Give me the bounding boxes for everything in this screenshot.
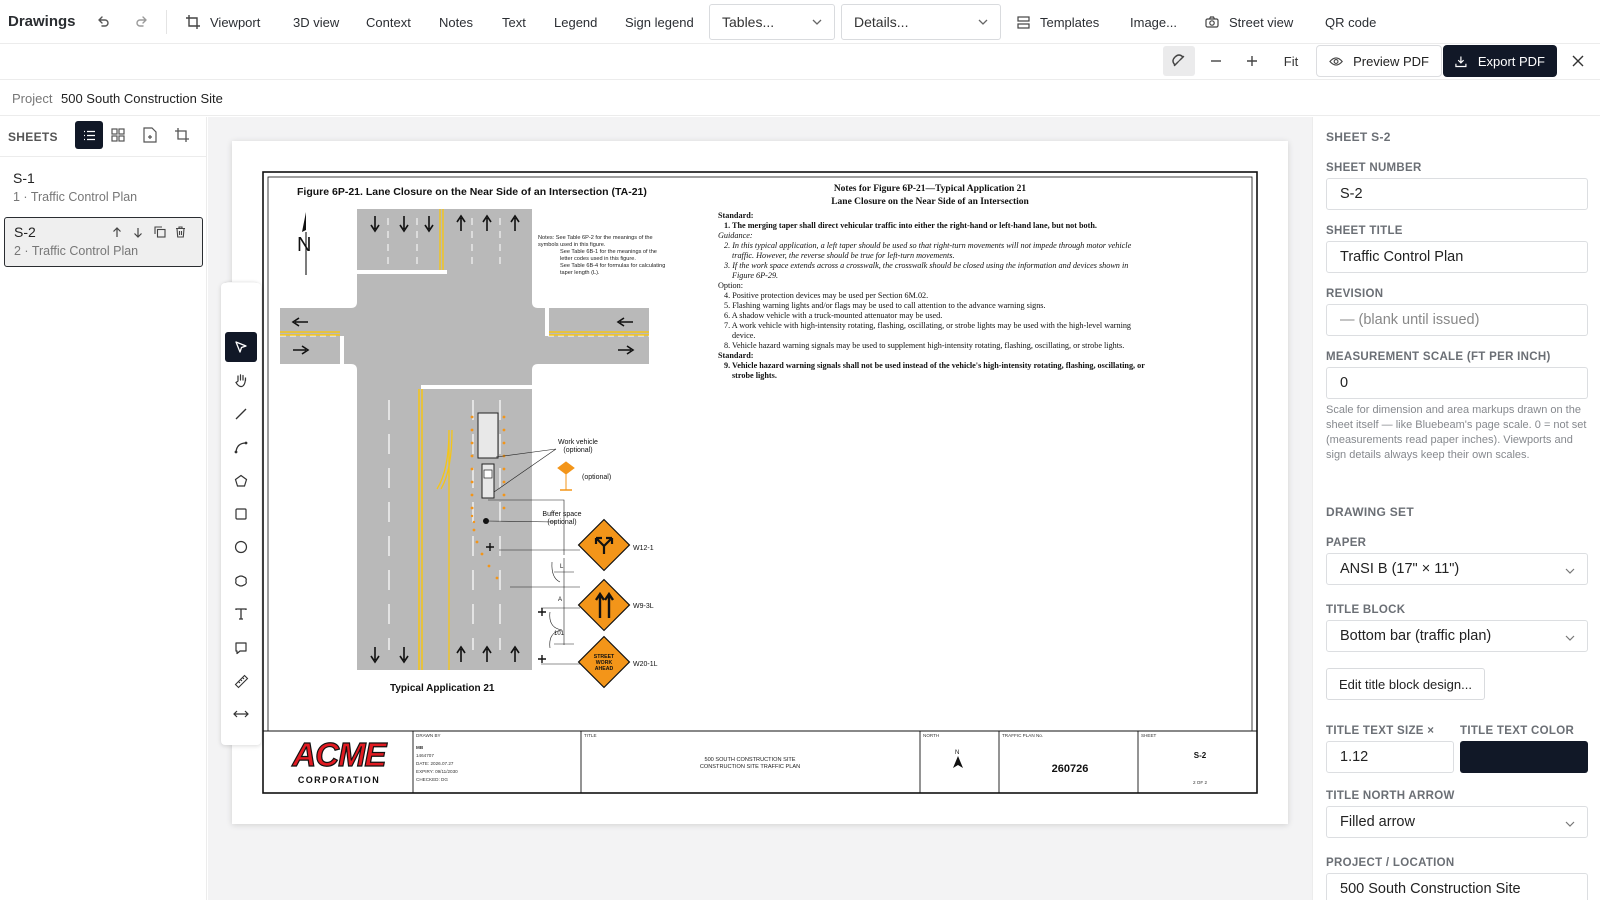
title-north-arrow-icon — [953, 756, 963, 768]
notes-section-heading: Standard: — [718, 351, 754, 360]
buffer-space-label: Buffer space (optional) — [542, 511, 582, 526]
image-label: Image... — [1130, 14, 1177, 30]
sheet-subtitle: 2 · Traffic Control Plan — [14, 244, 139, 258]
sign-text-line: WORK — [595, 660, 613, 667]
templates-label: Templates — [1040, 14, 1100, 30]
note-item: 1. The merging taper shall direct vehicular traffic into either the right-hand or left-hand lane, but not both. — [724, 221, 1097, 230]
title-north-arrow-select[interactable] — [1326, 806, 1588, 838]
pan-tool-button[interactable] — [225, 365, 257, 395]
figure-note: See Table 6B-4 for formulas for calculating taper length (L). — [560, 263, 666, 276]
notes-label: Notes — [439, 14, 473, 30]
tool-palette — [221, 283, 261, 745]
chevron-down-icon — [1565, 568, 1575, 574]
chevron-down-icon — [1565, 821, 1575, 827]
stop-bar — [340, 336, 344, 364]
note-item: 2. In this typical application, a left taper should be used so that right-turn movements will not impede through motor vehicle traffic. However, the reverse should be true for left-turn movements. — [724, 241, 1132, 260]
north-arrow-icon — [302, 212, 306, 232]
sheet-number-label: SHEET NUMBER — [1326, 162, 1422, 174]
text-tool-button[interactable] — [225, 599, 257, 629]
note-item: 9. Vehicle hazard warning signals shall not be used instead of the vehicle's high-intensity rotating, flashing, oscillating, or strobe lights. — [724, 361, 1145, 380]
panel-heading: SHEET S-2 — [1326, 130, 1391, 144]
sign-text-line: AHEAD — [594, 666, 614, 673]
notes-heading — [790, 183, 1070, 209]
export-pdf-label: Export PDF — [1477, 53, 1545, 69]
cloud-tool-button[interactable] — [225, 566, 257, 596]
note-item: 6. A shadow vehicle with a truck-mounted attenuator may be used. — [724, 311, 943, 320]
notes-title-line: Notes for Figure 6P-21—Typical Application 21 — [833, 184, 1027, 194]
scale-label: MEASUREMENT SCALE (FT PER INCH) — [1326, 351, 1551, 363]
revision-label: REVISION — [1326, 288, 1384, 300]
sheet-subtitle: 1 · Traffic Control Plan — [13, 190, 138, 204]
sign-code-w9-3l: W9-3L — [633, 603, 654, 610]
attenuator — [484, 470, 492, 478]
fit-button[interactable]: Fit — [1283, 53, 1299, 69]
preview-pdf-label: Preview PDF — [1353, 53, 1429, 69]
polygon-tool-button[interactable] — [225, 466, 257, 496]
sign-code-w20-1l: W20-1L — [633, 661, 658, 668]
figure-note: Notes: See Table 6P-2 for the meanings of the symbols used in this figure. — [538, 235, 653, 248]
pentagon-icon — [234, 474, 248, 488]
sheet-label: SHEET — [1141, 733, 1157, 738]
line-icon — [234, 407, 248, 421]
checked-by: CHECKED: DG — [416, 777, 448, 782]
notes-body — [718, 211, 1148, 381]
title-block-title — [650, 757, 850, 771]
north-label: NORTH — [923, 733, 940, 738]
hand-icon — [234, 373, 249, 388]
sheet-title-label: SHEET TITLE — [1326, 225, 1403, 237]
high-level-warning-device — [558, 462, 574, 490]
typical-application-label: Typical Application 21 — [390, 683, 495, 694]
title-label: TITLE — [584, 733, 597, 738]
app-title: Drawings — [8, 13, 76, 30]
ruler-icon — [234, 674, 249, 689]
tables-select-value: Tables... — [722, 14, 775, 30]
paper-value: ANSI B (17" × 11") — [1340, 561, 1460, 577]
viewport-label: Viewport — [210, 14, 261, 30]
title-block-label: TITLE BLOCK — [1326, 604, 1406, 616]
paper-select[interactable] — [1326, 553, 1588, 585]
expiry-date: EXPIRY: 09/11/2030 — [416, 769, 458, 774]
scale-help-text: Scale for dimension and area markups drawn on the sheet itself — like Bluebeam's page scale. 0 = not set (measurements read paper inches). Viewports and sign details always keep their own scales. — [1326, 404, 1587, 461]
note-item: 5. Flashing warning lights and/or flags may be used to call attention to the advance warning signs. — [724, 301, 1046, 310]
text-icon — [234, 607, 248, 621]
comment-tool-button[interactable] — [225, 633, 257, 663]
note-item: 8. Vehicle hazard warning signals may be used to supplement high-intensity rotating, flashing, oscillating, or strobe lights. — [724, 341, 1125, 350]
notes-title-line: Lane Closure on the Near Side of an Intersection — [831, 197, 1029, 207]
north-letter: N — [297, 234, 312, 256]
drawn-id: 1464707 — [416, 753, 434, 758]
figure-notes — [538, 235, 668, 277]
curve-tool-button[interactable] — [225, 432, 257, 462]
sheet-of: 2 OF 2 — [1192, 780, 1208, 785]
drawn-by-label: DRAWN BY — [416, 733, 441, 738]
figure-title: Figure 6P-21. Lane Closure on the Near Side of an Intersection (TA-21) — [297, 186, 647, 198]
title-text-color-label: TITLE TEXT COLOR — [1460, 725, 1575, 737]
qr-code-label: QR code — [1325, 14, 1377, 30]
figure-note: See Table 6B-1 for the meanings of the letter codes used in this figure. — [560, 249, 657, 262]
line-tool-button[interactable] — [225, 399, 257, 429]
title-line: CONSTRUCTION SITE TRAFFIC PLAN — [699, 764, 801, 770]
sign-w12-1 — [579, 520, 630, 571]
sheet-title-field[interactable]: Traffic Control Plan — [1326, 241, 1588, 273]
title-block-value: Bottom bar (traffic plan) — [1340, 628, 1492, 644]
title-sheet-number: S-2 — [1193, 751, 1207, 760]
stop-bar — [421, 385, 532, 389]
drawing-set-heading: DRAWING SET — [1326, 505, 1414, 519]
sign-w9-3l — [579, 580, 630, 631]
dimension-a-label: A — [558, 597, 563, 603]
title-text-size-field[interactable]: 1.12 — [1326, 741, 1454, 773]
notes-section-heading: Standard: — [718, 211, 754, 220]
comment-icon — [234, 641, 248, 655]
shadow-vehicle — [482, 464, 494, 498]
sheet-number-field[interactable]: S-2 — [1326, 178, 1588, 210]
legend-label: Legend — [554, 14, 598, 30]
sheet-number: S-2 — [14, 224, 36, 240]
project-location-label: PROJECT / LOCATION — [1326, 857, 1455, 869]
street-view-label: Street view — [1229, 14, 1294, 30]
sign-legend-label: Sign legend — [625, 14, 694, 30]
title-block-select[interactable] — [1326, 620, 1588, 652]
work-vehicle — [478, 413, 498, 458]
drawn-by: MB — [416, 745, 424, 750]
details-select-value: Details... — [854, 14, 909, 30]
street-work-ahead-text — [592, 654, 616, 673]
company-logo: ACME — [292, 736, 386, 773]
title-text-size-label: TITLE TEXT SIZE × — [1326, 725, 1435, 737]
dimension-l-label: L — [560, 564, 564, 570]
plan-number-label: TRAFFIC PLAN No. — [1002, 733, 1044, 738]
sign-text-line: STREET — [593, 654, 615, 660]
sign-code-w12-1: W12-1 — [633, 545, 654, 552]
cloud-icon — [234, 574, 248, 588]
note-item: 4. Positive protection devices may be used per Section 6M.02. — [724, 291, 929, 300]
project-label: Project — [12, 91, 53, 106]
drawn-date: DATE: 2026.07.27 — [416, 761, 454, 766]
sheet-properties-panel — [1312, 117, 1600, 900]
paper-label: PAPER — [1326, 537, 1367, 549]
note-item: 7. A work vehicle with high-intensity rotating, flashing, oscillating, or strobe lights may be used with the high-level warning device. — [724, 321, 1132, 340]
stop-bar — [357, 270, 447, 274]
pointer-icon — [234, 340, 248, 354]
title-text-color-swatch[interactable] — [1460, 741, 1588, 773]
title-north-arrow-label: TITLE NORTH ARROW — [1326, 790, 1455, 802]
notes-section-heading: Option: — [718, 281, 744, 290]
text-label: Text — [502, 14, 526, 30]
square-icon — [234, 507, 248, 521]
note-item: 3. If the work space extends across a crosswalk, the crosswalk should be closed using the information and devices shown in Figure 6P-29. — [724, 261, 1129, 280]
title-line: 500 SOUTH CONSTRUCTION SITE — [704, 757, 796, 763]
circle-tool-button[interactable] — [225, 532, 257, 562]
scale-field[interactable]: 0 — [1326, 367, 1588, 399]
revision-field[interactable]: — (blank until issued) — [1326, 304, 1588, 336]
circle-icon — [234, 540, 248, 554]
curve-icon — [234, 440, 248, 454]
chevron-down-icon — [1565, 635, 1575, 641]
title-north-arrow-value: Filled arrow — [1340, 814, 1415, 830]
sheets-heading: SHEETS — [8, 130, 58, 144]
dimension-tool-button[interactable] — [225, 699, 257, 729]
project-name: 500 South Construction Site — [61, 91, 223, 106]
title-north-letter: N — [955, 750, 960, 756]
project-location-field[interactable]: 500 South Construction Site — [1326, 873, 1588, 900]
rectangle-tool-button[interactable] — [225, 499, 257, 529]
dimension-101-label: 101 — [554, 631, 565, 637]
select-tool-button[interactable] — [225, 332, 257, 362]
edit-title-block-button[interactable]: Edit title block design... — [1326, 668, 1485, 700]
optional-label: (optional) — [582, 474, 612, 481]
notes-section-heading: Guidance: — [718, 231, 753, 240]
company-logo-subtitle: CORPORATION — [297, 775, 381, 785]
sheet-number: S-1 — [13, 170, 35, 186]
plan-number: 260726 — [1051, 763, 1089, 775]
context-label: Context — [366, 14, 411, 30]
stop-bar — [545, 308, 549, 336]
3d-view-label: 3D view — [293, 14, 340, 30]
double-arrow-icon — [233, 709, 249, 719]
measure-tool-button[interactable] — [225, 666, 257, 696]
work-vehicle-label: Work vehicle (optional) — [558, 439, 598, 454]
